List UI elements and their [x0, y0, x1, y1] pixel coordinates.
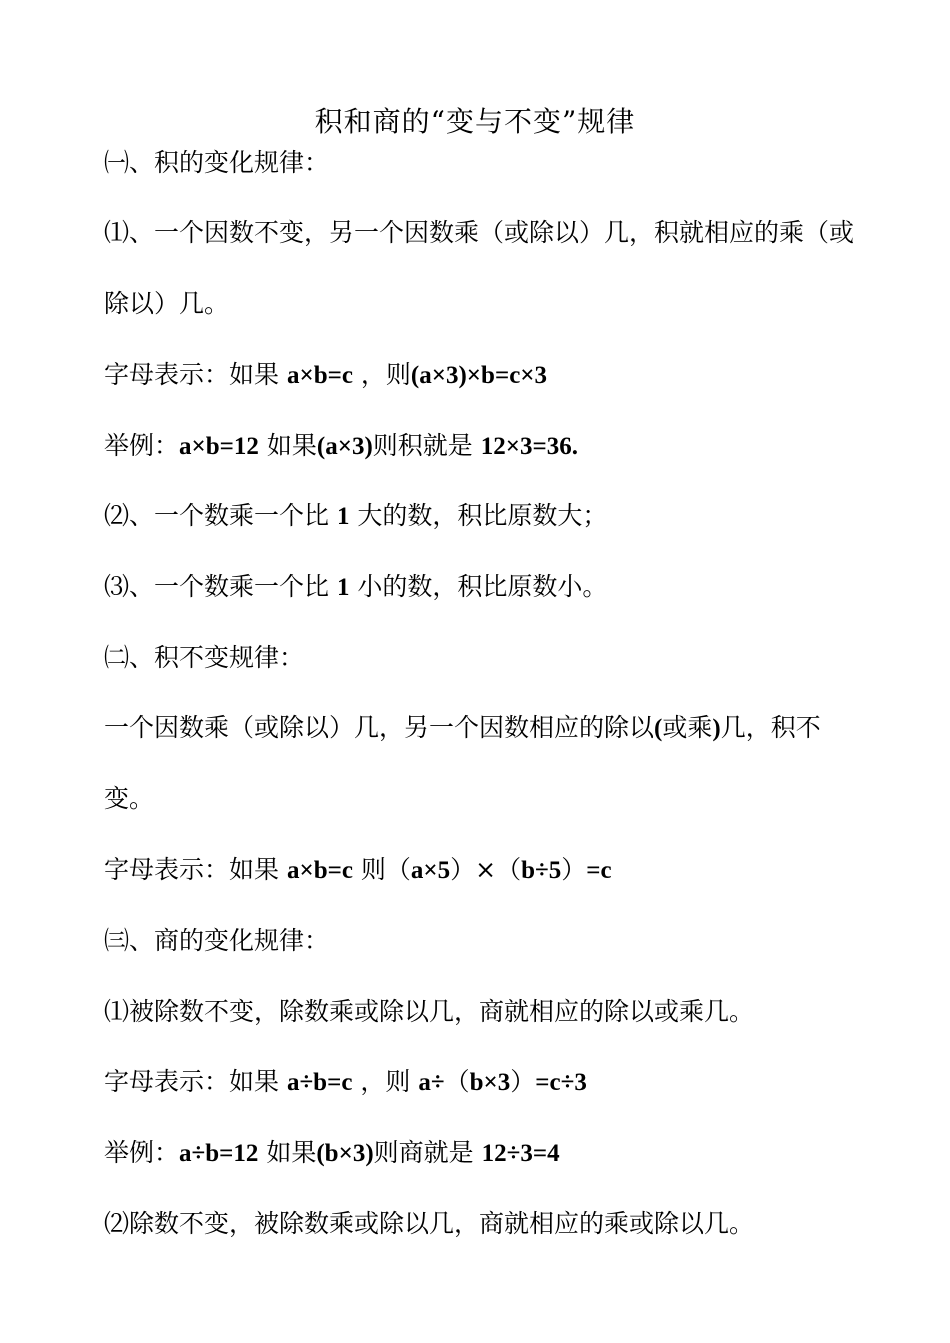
formula: 12×3=36. — [480, 433, 578, 460]
rule-text: 小的数，积比原数小。 — [349, 572, 608, 601]
letters-text: ）×（ — [450, 855, 522, 884]
section1-example-line — [104, 430, 910, 463]
formula: =c — [586, 857, 612, 884]
letters-text: 则（ — [352, 855, 411, 884]
section3-letters-line — [104, 1066, 910, 1099]
section3-rule2: ⑵除数不变，被除数乘或除以几，商就相应的乘或除以几。 — [104, 1209, 755, 1238]
section1-rule1-line1: ⑴、一个因数不变，另一个因数乘（或除以）几，积就相应的乘（或 — [104, 218, 855, 247]
example-text: 则积就是 — [372, 431, 481, 460]
letters-separator: ，则 — [352, 360, 411, 389]
section2-letters-line — [104, 854, 910, 887]
rule-text: ⑵、一个数乘一个比 — [104, 501, 337, 530]
section1-rule3 — [104, 571, 910, 604]
formula: a÷b=c — [286, 1069, 353, 1096]
formula: (a×3)×b=c×3 — [410, 362, 548, 389]
paren: ( — [654, 715, 663, 742]
letters-prefix: 字母表示：如果 — [104, 855, 287, 884]
formula: a÷b=12 — [179, 1140, 259, 1167]
paren: ) — [712, 715, 721, 742]
rule-text: 几，积不 — [720, 713, 821, 742]
formula: (a×3) — [316, 433, 373, 460]
example-prefix: 举例： — [104, 431, 180, 460]
section2-heading: ㈡、积不变规律： — [104, 643, 305, 672]
formula: a×b=12 — [179, 433, 259, 460]
letters-text: ） — [510, 1067, 536, 1096]
rule-number: 1 — [336, 503, 350, 530]
formula: a×b=c — [286, 362, 353, 389]
rule-text: 或乘 — [662, 713, 713, 742]
formula: b÷5 — [521, 857, 562, 884]
letters-prefix: 字母表示：如果 — [104, 360, 287, 389]
section3-heading: ㈢、商的变化规律： — [104, 926, 330, 955]
section1-rule1-line2: 除以）几。 — [104, 289, 230, 318]
formula: (b×3) — [316, 1140, 374, 1167]
section1-heading: ㈠、积的变化规律： — [104, 148, 330, 177]
formula: a×5 — [410, 857, 451, 884]
rule-text: ⑶、一个数乘一个比 — [104, 572, 337, 601]
section3-example-line — [104, 1137, 910, 1170]
section1-letters-line — [104, 359, 910, 392]
letters-text: ，则 — [352, 1067, 419, 1096]
rule-text: 一个因数乘（或除以）几，另一个因数相应的除以 — [104, 713, 655, 742]
example-prefix: 举例： — [104, 1138, 180, 1167]
section2-rule-line2: 变。 — [104, 784, 155, 813]
section3-rule1: ⑴被除数不变，除数乘或除以几，商就相应的除以或乘几。 — [104, 997, 755, 1026]
section2-rule-line1 — [104, 712, 910, 745]
document-title: 积和商的“变与不变”规律 — [314, 105, 636, 138]
section1-rule2 — [104, 500, 910, 533]
letters-prefix: 字母表示：如果 — [104, 1067, 287, 1096]
formula: a÷ — [418, 1069, 445, 1096]
formula: b×3 — [469, 1069, 511, 1096]
letters-text: （ — [444, 1067, 470, 1096]
example-text: 如果 — [258, 431, 317, 460]
rule-text: 大的数，积比原数大； — [349, 501, 608, 530]
example-text: 则商就是 — [373, 1138, 482, 1167]
example-text: 如果 — [258, 1138, 317, 1167]
formula: a×b=c — [286, 857, 353, 884]
formula: 12÷3=4 — [481, 1140, 560, 1167]
formula: =c÷3 — [535, 1069, 587, 1096]
rule-number: 1 — [336, 574, 350, 601]
letters-text: ） — [561, 855, 587, 884]
